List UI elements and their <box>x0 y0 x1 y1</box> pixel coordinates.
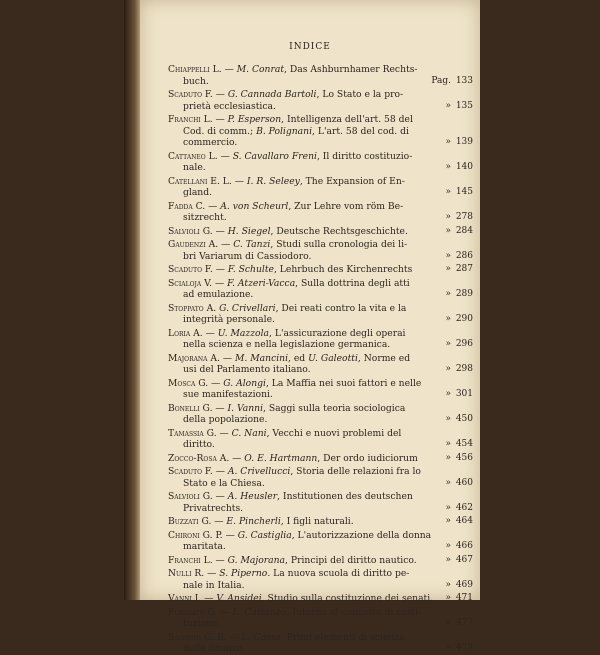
index-entry <box>168 491 473 514</box>
index-entry <box>168 239 473 262</box>
index-entry-line: della popolazione. <box>183 414 268 425</box>
page-number <box>429 516 473 528</box>
ditto-mark: » <box>445 264 451 274</box>
ditto-mark: » <box>445 339 451 349</box>
page-number <box>429 251 473 263</box>
index-entry-line: bri Variarum di Cassiodoro. <box>183 250 312 262</box>
page-number <box>429 314 473 326</box>
ditto-mark: » <box>445 439 451 449</box>
index-entry-line: buch. <box>183 75 209 87</box>
ditto-mark: » <box>445 314 451 324</box>
book-page <box>140 0 480 654</box>
page-number <box>429 541 473 553</box>
ditto-mark: » <box>445 593 451 603</box>
page-number-value: 133 <box>455 75 473 86</box>
index-entry-line: nale. <box>183 162 206 173</box>
index-entry-line: Salvioli G. — H. Siegel, Deutsche Rechtsgeschichte. <box>168 225 408 237</box>
index-entry <box>168 278 473 301</box>
page-number-value: 135 <box>455 100 473 111</box>
ditto-mark: » <box>445 554 451 565</box>
ditto-mark: » <box>445 618 451 628</box>
page-number-value: 140 <box>455 162 473 172</box>
index-entry-line: Vanni I. — V. Ansidei, Studio sulla costituzione dei senati. <box>168 593 434 604</box>
index-entry-line: Chironi G. P. — G. Castiglia, L'autorizzazione della donna <box>168 529 432 541</box>
index-entry <box>168 378 473 401</box>
page-number-value: 290 <box>455 314 473 324</box>
index-entry-line: sitzrecht. <box>183 212 227 223</box>
page-number <box>429 503 473 515</box>
page-number-value: 289 <box>455 289 473 299</box>
index-entry <box>168 568 473 591</box>
page-number <box>429 137 473 149</box>
index-entry-line: Furinato G. — L. Cattaneo, Intorno al concetto di costi- <box>168 606 422 618</box>
ditto-mark: » <box>445 452 451 463</box>
page-number-value: 287 <box>455 264 473 274</box>
page-number-value: 296 <box>455 339 473 349</box>
ditto-mark: » <box>445 477 451 488</box>
index-entry-line: Scaduto F. — G. Cannada Bartoli, Lo Stato e la pro- <box>168 89 404 100</box>
index-entry-line: Nulli R. — S. Piperno. La nuova scuola di diritto pe- <box>168 568 410 579</box>
index-entry-line: sue manifestazioni. <box>183 389 273 400</box>
index-entry-line: Salvioni G. B. — L. Cossa, Primi elementi di scienza <box>168 631 405 643</box>
pag-label: Pag. <box>431 75 451 86</box>
index-entry-line: nella scienza e nella legislazione germanica. <box>183 339 391 350</box>
index-entry <box>168 151 473 174</box>
page-number <box>429 439 473 451</box>
index-entry <box>168 516 473 528</box>
page-number-value: 284 <box>455 225 473 236</box>
ditto-mark: » <box>445 162 451 172</box>
page-number-value: 471 <box>455 593 473 603</box>
index-entry <box>168 530 473 553</box>
index-entry <box>168 466 473 489</box>
page-number-value: 456 <box>455 452 473 463</box>
page-number <box>429 187 473 199</box>
index-entry-line: gland. <box>183 187 213 198</box>
page-number <box>429 618 473 630</box>
index-entry-line: Catellani E. L. — I. R. Seleey, The Expansion of En- <box>168 175 405 187</box>
index-entry <box>168 403 473 426</box>
ditto-mark: » <box>445 579 451 590</box>
index-entry-line: Privatrechts. <box>183 502 244 514</box>
page-number <box>429 289 473 301</box>
index-entry-line: commercio. <box>183 137 238 148</box>
index-entry <box>168 89 473 112</box>
page-number-value: 479 <box>455 643 473 653</box>
index-entry-line: Franchi L. — P. Esperson, Intelligenza dell'art. 58 del <box>168 114 413 125</box>
index-entry <box>168 201 473 224</box>
ditto-mark: » <box>445 250 451 261</box>
index-list <box>168 64 473 655</box>
index-entry-line: Salvioli G. — A. Heusler, Institutionen des deutschen <box>168 491 413 502</box>
page-number-value: 469 <box>455 579 473 590</box>
index-entry <box>168 353 473 376</box>
index-entry-line: Zocco-Rosa A. — O. E. Hartmann, Der ordo iudiciorum <box>168 452 418 464</box>
index-entry <box>168 264 473 276</box>
page-number-value: 278 <box>455 212 473 222</box>
page-number <box>429 162 473 174</box>
index-entry-line: Cod. di comm.; B. Polignani, L'art. 58 del cod. di <box>183 125 409 137</box>
page-number <box>429 453 473 465</box>
ditto-mark: » <box>445 100 451 111</box>
page-number-value: 139 <box>455 137 473 147</box>
page-number <box>429 364 473 376</box>
page-number <box>429 226 473 238</box>
page-number <box>429 593 473 605</box>
index-entry-line: Scaduto F. — F. Schulte, Lehrbuch des Kirchenrechts <box>168 264 413 275</box>
index-entry <box>168 303 473 326</box>
index-entry-line: Loria A. — U. Mazzola, L'assicurazione degli operai <box>168 327 406 339</box>
index-entry-line: ad emulazione. <box>183 289 254 300</box>
page-number-value: 450 <box>455 414 473 424</box>
index-entry <box>168 114 473 149</box>
index-entry-line: integrità personale. <box>183 314 275 325</box>
page-number-value: 460 <box>455 477 473 488</box>
index-entry-line: Tamassia G. — C. Nani, Vecchi e nuovi problemi del <box>168 427 402 439</box>
page-number-value: 467 <box>455 554 473 565</box>
index-entry-line: Stato e la Chiesa. <box>183 477 265 489</box>
ditto-mark: » <box>445 364 451 374</box>
page-number-value: 301 <box>455 389 473 399</box>
page-number-value: 466 <box>455 541 473 551</box>
index-entry-line: Scaduto F. — A. Crivellucci, Storia delle relazioni fra lo <box>168 466 421 477</box>
index-entry-line: Chiappelli L. — M. Conrat, Das Ashburnhamer Rechts- <box>168 64 418 75</box>
index-entry-line: Mosca G. — G. Alongi, La Maffia nei suoi fattori e nelle <box>168 377 422 389</box>
index-entry-line: Buzzati G. — E. Pincherli, I figli naturali. <box>168 516 354 527</box>
index-entry <box>168 555 473 567</box>
index-entry-line: Bonelli G. — I. Vanni, Saggi sulla teoria sociologica <box>168 402 406 414</box>
index-entry <box>168 226 473 238</box>
ditto-mark: » <box>445 389 451 399</box>
index-entry-line: Stoppato A. G. Crivellari, Dei reati contro la vita e la <box>168 302 407 314</box>
index-entry <box>168 607 473 630</box>
index-entry-line: maritata. <box>183 541 226 552</box>
page-number-value: 477 <box>455 618 473 628</box>
ditto-mark: » <box>445 414 451 424</box>
page-title: INDICE <box>289 42 331 52</box>
page-number-value: 464 <box>455 516 473 526</box>
ditto-mark: » <box>445 225 451 236</box>
ditto-mark: » <box>445 502 451 513</box>
index-entry-line: diritto. <box>183 439 215 450</box>
index-entry-line: Fadda C. — A. von Scheurl, Zur Lehre vom röm Be- <box>168 200 404 212</box>
index-entry-line: Majorana A. — M. Mancini, ed U. Galeotti, Norme ed <box>168 352 411 364</box>
index-entry-line: tuzione. <box>183 618 221 629</box>
page-number-value: 286 <box>455 250 473 261</box>
page-number-value: 145 <box>455 187 473 197</box>
index-entry-line: prietà ecclesiastica. <box>183 100 276 112</box>
page-number <box>429 212 473 224</box>
ditto-mark: » <box>445 516 451 526</box>
ditto-mark: » <box>445 187 451 197</box>
page-number-value: 454 <box>455 439 473 449</box>
index-entry-line: Cattaneo L. — S. Cavallaro Freni, Il diritto costituzio- <box>168 150 413 162</box>
index-entry <box>168 176 473 199</box>
page-number <box>429 580 473 592</box>
index-entry-line: Gaudenzi A. — C. Tanzi, Studi sulla cronologia dei li- <box>168 239 408 250</box>
index-entry <box>168 64 473 87</box>
index-entry-line: Franchi L. — G. Majorana, Principi del diritto nautico. <box>168 554 417 566</box>
page-number-value: 462 <box>455 502 473 513</box>
page-number <box>429 414 473 426</box>
ditto-mark: » <box>445 289 451 299</box>
index-entry <box>168 593 473 605</box>
page-number <box>429 339 473 351</box>
index-entry-line: Scialoja V. — F. Atzeri-Vacca, Sulla dottrina degli atti <box>168 277 410 289</box>
page-number-value: 298 <box>455 364 473 374</box>
page-number <box>429 101 473 113</box>
page-number <box>429 643 473 655</box>
index-entry <box>168 328 473 351</box>
page-number <box>429 264 473 276</box>
page-number <box>429 478 473 490</box>
ditto-mark: » <box>445 541 451 551</box>
page-number <box>429 555 473 567</box>
page-number <box>429 76 473 88</box>
index-entry <box>168 428 473 451</box>
page-number <box>429 389 473 401</box>
ditto-mark: » <box>445 212 451 222</box>
index-entry <box>168 453 473 465</box>
index-entry <box>168 632 473 655</box>
ditto-mark: » <box>445 643 451 653</box>
index-entry-line: delle finanze. <box>183 643 246 654</box>
index-entry-line: nale in Italia. <box>183 579 245 591</box>
ditto-mark: » <box>445 137 451 147</box>
index-entry-line: usi del Parlamento italiano. <box>183 364 311 375</box>
